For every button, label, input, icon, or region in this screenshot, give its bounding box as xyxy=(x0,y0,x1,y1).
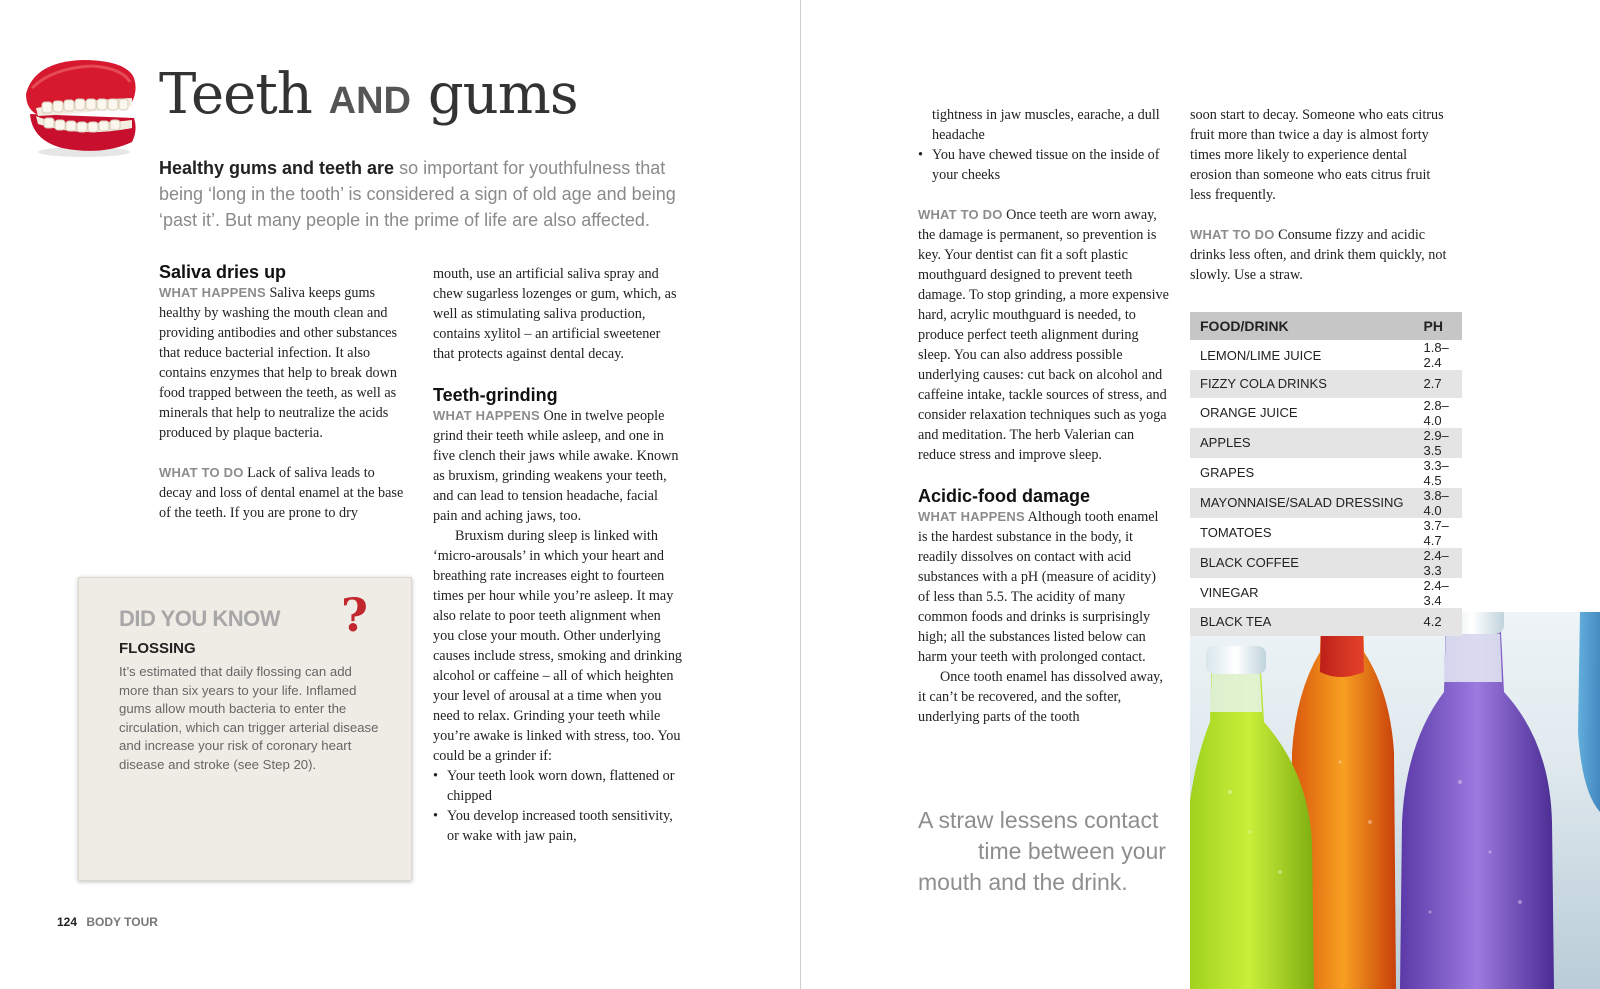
did-you-know-box xyxy=(78,577,412,881)
ph-table xyxy=(1190,312,1462,636)
question-mark-icon: ? xyxy=(341,588,368,642)
pull-quote-line-3: mouth and the drink. xyxy=(918,869,1128,895)
title-word-gums: gums xyxy=(427,62,578,127)
right-column-2 xyxy=(1190,105,1452,285)
left-column-1 xyxy=(159,261,411,523)
acidic-what-to-do xyxy=(1190,225,1452,285)
acidic-paragraph-2: Once tooth enamel has dissolved away, it can’t be recovered, and the softer, underlying parts of the tooth xyxy=(918,669,1163,725)
section-heading-teeth-grinding: Teeth-grinding xyxy=(433,385,558,405)
cell-ph: 2.9–3.5 xyxy=(1413,428,1462,458)
table-row xyxy=(1190,340,1462,370)
acidic-continued: soon start to decay. Someone who eats citrus fruit more than twice a day is almost forty times more likely to experience dental erosion than someone who eats citrus fruit less frequently. xyxy=(1190,107,1444,203)
list-item: • You develop increased tooth sensitivity, or wake with jaw pain, xyxy=(433,806,685,846)
saliva-what-to-do xyxy=(159,463,411,523)
left-column-2 xyxy=(433,264,685,846)
did-you-know-title xyxy=(119,588,379,642)
acidic-todo-text: Consume fizzy and acidic drinks less often, and drink them quickly, not slowly. Use a straw. xyxy=(1190,227,1447,283)
grinding-paragraph-2: Bruxism during sleep is linked with ‘micro-arousals’ in which your heart and breathing rate increases eight to fourteen times per hour while you’re asleep. It may also relate to poor teeth alignment when you close your mouth. Other underlying causes include stress, smoking and drinking alcohol or caffeine – all of which heighten your level of arousal at a time when you need to relax. Grinding your teeth while you’re awake is linked with stress, too. You could be a grinder if: xyxy=(433,528,683,764)
list-item: • Your teeth look worn down, flattened or chipped xyxy=(433,766,685,806)
cell-food: MAYONNAISE/SALAD DRESSING xyxy=(1190,488,1413,518)
did-you-know-subtitle: FLOSSING xyxy=(119,640,196,657)
cell-ph: 4.2 xyxy=(1413,608,1462,636)
chattering-teeth-illustration xyxy=(22,56,142,160)
cell-ph: 2.7 xyxy=(1413,370,1462,398)
pull-quote xyxy=(918,805,1218,898)
cell-food: ORANGE JUICE xyxy=(1190,398,1413,428)
pull-quote-line-2: time between your xyxy=(978,838,1166,864)
did-you-know-text: DID YOU KNOW xyxy=(119,606,281,631)
colored-bottles-image xyxy=(1190,612,1600,989)
label-what-happens: WHAT HAPPENS xyxy=(433,408,540,423)
saliva-todo-text: Lack of saliva leads to decay and loss of dental enamel at the base of the teeth. If you are prone to dry xyxy=(159,465,404,521)
right-column-1 xyxy=(918,105,1170,727)
bottles-photo xyxy=(1190,612,1600,989)
cell-food: GRAPES xyxy=(1190,458,1413,488)
grinder-signs-list xyxy=(433,766,685,846)
cell-ph: 2.4–3.4 xyxy=(1413,578,1462,608)
table-header-row xyxy=(1190,312,1462,340)
cell-food: FIZZY COLA DRINKS xyxy=(1190,370,1413,398)
table-row xyxy=(1190,458,1462,488)
grinding-what-happens xyxy=(433,406,685,526)
section-name: BODY TOUR xyxy=(86,915,158,929)
pull-quote-line-1: A straw lessens contact xyxy=(918,807,1159,833)
did-you-know-body: It’s estimated that daily flossing can add more than six years to your life. Inflamed gums allow mouth bacteria to enter the circulation, which can trigger arterial disease and increase your risk of coronary heart disease and stroke (see Step 20). xyxy=(119,664,379,772)
cell-food: TOMATOES xyxy=(1190,518,1413,548)
page-folio xyxy=(57,915,158,929)
saliva-happens-text: Saliva keeps gums healthy by washing the mouth clean and providing antibodies and other substances that reduce bacterial infection. It also contains enzymes that help to break down food trapped between the teeth, as well as minerals that help to neutralize the acids produced by plaque bacteria. xyxy=(159,285,397,441)
table-row xyxy=(1190,518,1462,548)
table-row xyxy=(1190,370,1462,398)
table-row xyxy=(1190,398,1462,428)
cell-food: LEMON/LIME JUICE xyxy=(1190,340,1413,370)
cell-food: BLACK TEA xyxy=(1190,608,1413,636)
acidic-happens-text: Although tooth enamel is the hardest substance in the body, it readily dissolves on contact with acid substances with a pH (measure of acidity) of less than 5.5. The acidity of many common foods and drinks is surprisingly high; all the substances listed below can harm your teeth with prolonged contact. xyxy=(918,509,1159,665)
label-what-to-do: WHAT TO DO xyxy=(159,465,244,480)
saliva-what-happens xyxy=(159,283,411,443)
cell-food: VINEGAR xyxy=(1190,578,1413,608)
page-number: 124 xyxy=(57,915,78,929)
cell-ph: 1.8–2.4 xyxy=(1413,340,1462,370)
saliva-todo-continued: mouth, use an artificial saliva spray and chew sugarless lozenges or gum, which, as well as stimulating saliva production, contains xylitol – an artificial sweetener that protects against dental decay. xyxy=(433,266,677,362)
grinding-what-to-do xyxy=(918,205,1170,465)
grinding-todo-text: Once teeth are worn away, the damage is permanent, so prevention is key. Your dentist can fit a soft plastic mouthguard designed to prevent teeth damage. To stop grinding, a more expensive hard, acrylic mouthguard is needed, to produce perfect teeth alignment during sleep. You can also address possible underlying causes: cut back on alcohol and caffeine intake, tackle sources of stress, and consider relaxation techniques such as yoga and meditation. The herb Valerian can reduce stress and improve sleep. xyxy=(918,207,1169,463)
cell-ph: 3.3–4.5 xyxy=(1413,458,1462,488)
cell-ph: 2.4–3.3 xyxy=(1413,548,1462,578)
cell-food: BLACK COFFEE xyxy=(1190,548,1413,578)
intro-lead: Healthy gums and teeth are xyxy=(159,158,395,178)
title-word-teeth: Teeth xyxy=(159,62,312,127)
page-title xyxy=(159,62,578,127)
title-word-and: AND xyxy=(328,80,411,122)
column-header-food: FOOD/DRINK xyxy=(1190,312,1413,340)
label-what-to-do: WHAT TO DO xyxy=(1190,227,1275,242)
acidic-what-happens xyxy=(918,507,1170,667)
cell-ph: 3.7–4.7 xyxy=(1413,518,1462,548)
section-heading-saliva: Saliva dries up xyxy=(159,262,287,282)
grinding-happens-text: One in twelve people grind their teeth while asleep, and one in five clench their jaws while awake. Known as bruxism, grinding weakens your teeth, and can lead to tension headache, facial pain and aching jaws, too. xyxy=(433,408,679,524)
label-what-happens: WHAT HAPPENS xyxy=(159,285,266,300)
column-header-ph: PH xyxy=(1413,312,1462,340)
section-heading-acidic-food: Acidic-food damage xyxy=(918,486,1091,506)
list-item: • You have chewed tissue on the inside of your cheeks xyxy=(918,145,1170,185)
intro-paragraph xyxy=(159,155,699,233)
table-row xyxy=(1190,428,1462,458)
table-row xyxy=(1190,578,1462,608)
label-what-to-do: WHAT TO DO xyxy=(918,207,1003,222)
cell-food: APPLES xyxy=(1190,428,1413,458)
cell-ph: 3.8–4.0 xyxy=(1413,488,1462,518)
table-row xyxy=(1190,548,1462,578)
grinder-signs-list-cont xyxy=(918,145,1170,185)
grinding-bullet-continued: tightness in jaw muscles, earache, a dull headache xyxy=(932,107,1160,143)
label-what-happens: WHAT HAPPENS xyxy=(918,509,1025,524)
table-row xyxy=(1190,488,1462,518)
cell-ph: 2.8–4.0 xyxy=(1413,398,1462,428)
table-row xyxy=(1190,608,1462,636)
intro-rest: so important for youthfulness that being ‘long in the tooth’ is considered a sign of old age and being ‘past it’. But many people in the prime of life are also affected. xyxy=(159,158,676,230)
